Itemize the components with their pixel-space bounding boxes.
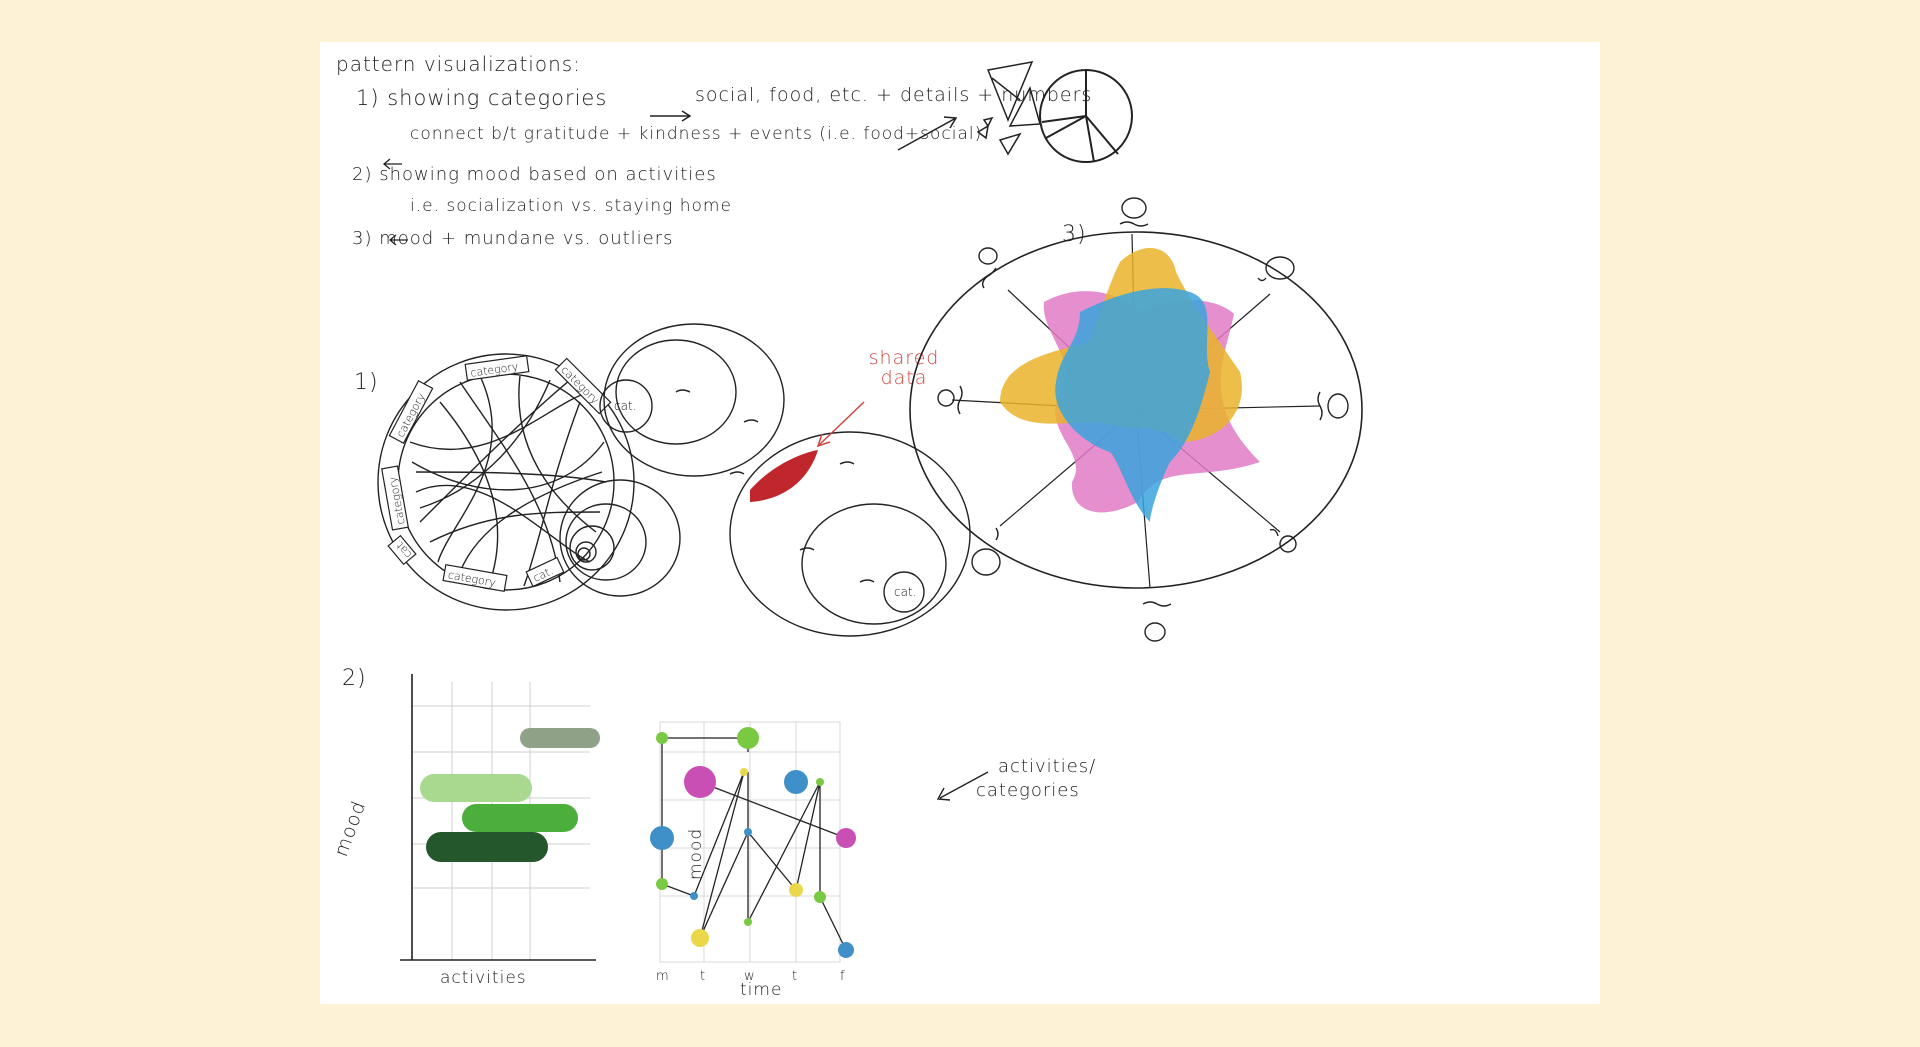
chord-label-5: cat. — [391, 536, 415, 561]
chord-label-6: category — [447, 568, 497, 590]
venn-annotation: shared data — [868, 347, 940, 389]
dot-ylabel: mood — [686, 827, 706, 880]
section-label-3: 3) — [1062, 222, 1087, 247]
blob-3 — [462, 804, 578, 832]
venn-annotation-arrow — [818, 402, 864, 446]
item-1-arrow-text: social, food, etc. + details + numbers — [695, 84, 1093, 106]
venn-cat-label-2: cat. — [894, 585, 917, 599]
dot-line-chart — [650, 722, 988, 984]
item-2: 2) showing mood based on activities — [352, 164, 717, 185]
dot-tick-w: w — [744, 969, 755, 984]
triangle-shapes — [978, 62, 1040, 154]
dot-points — [650, 727, 856, 958]
blob-2 — [420, 774, 532, 802]
radar-chart — [910, 198, 1362, 641]
venn-shared-region — [750, 450, 818, 502]
section-label-1: 1) — [354, 370, 379, 395]
sketch-drawings — [320, 42, 1600, 1004]
dot-tick-m: m — [656, 969, 669, 984]
item-1-sub: connect b/t gratitude + kindness + events (i.e. food+social) — [410, 124, 983, 144]
chord-label-4: category — [386, 475, 408, 526]
pie-sketch — [1040, 70, 1132, 162]
bar-xlabel: activities — [440, 968, 527, 988]
sketch-page — [320, 42, 1600, 1004]
arrow-item1 — [650, 111, 690, 121]
dot-annotation-line1: activities/ — [998, 756, 1097, 777]
heading: pattern visualizations: — [336, 52, 581, 76]
section-label-2: 2) — [342, 666, 367, 691]
dot-tick-f: f — [840, 969, 845, 984]
dot-annotation-arrow — [938, 772, 988, 800]
blob-1 — [520, 728, 600, 748]
item-1: 1) showing categories — [356, 86, 608, 110]
dot-xlabel: time — [740, 980, 783, 1000]
blob-4 — [426, 832, 548, 862]
chord-label-2: category — [558, 363, 602, 407]
chord-label-3: category — [393, 390, 429, 440]
arrow-to-shapes — [898, 117, 956, 150]
venn-cat-label-1: cat. — [614, 399, 637, 413]
dot-tick-t1: t — [700, 969, 706, 984]
dot-annotation-line2: categories — [976, 780, 1080, 801]
dot-tick-t2: t — [792, 969, 798, 984]
blob-chart — [400, 674, 600, 960]
item-2-sub: i.e. socialization vs. staying home — [410, 196, 732, 216]
item-3: 3) mood + mundane vs. outliers — [352, 228, 674, 249]
chord-label-1: category — [469, 360, 520, 380]
bar-ylabel: mood — [330, 797, 371, 860]
chord-label-7: cat. — [531, 564, 556, 585]
hook-arrow-1 — [384, 159, 408, 245]
